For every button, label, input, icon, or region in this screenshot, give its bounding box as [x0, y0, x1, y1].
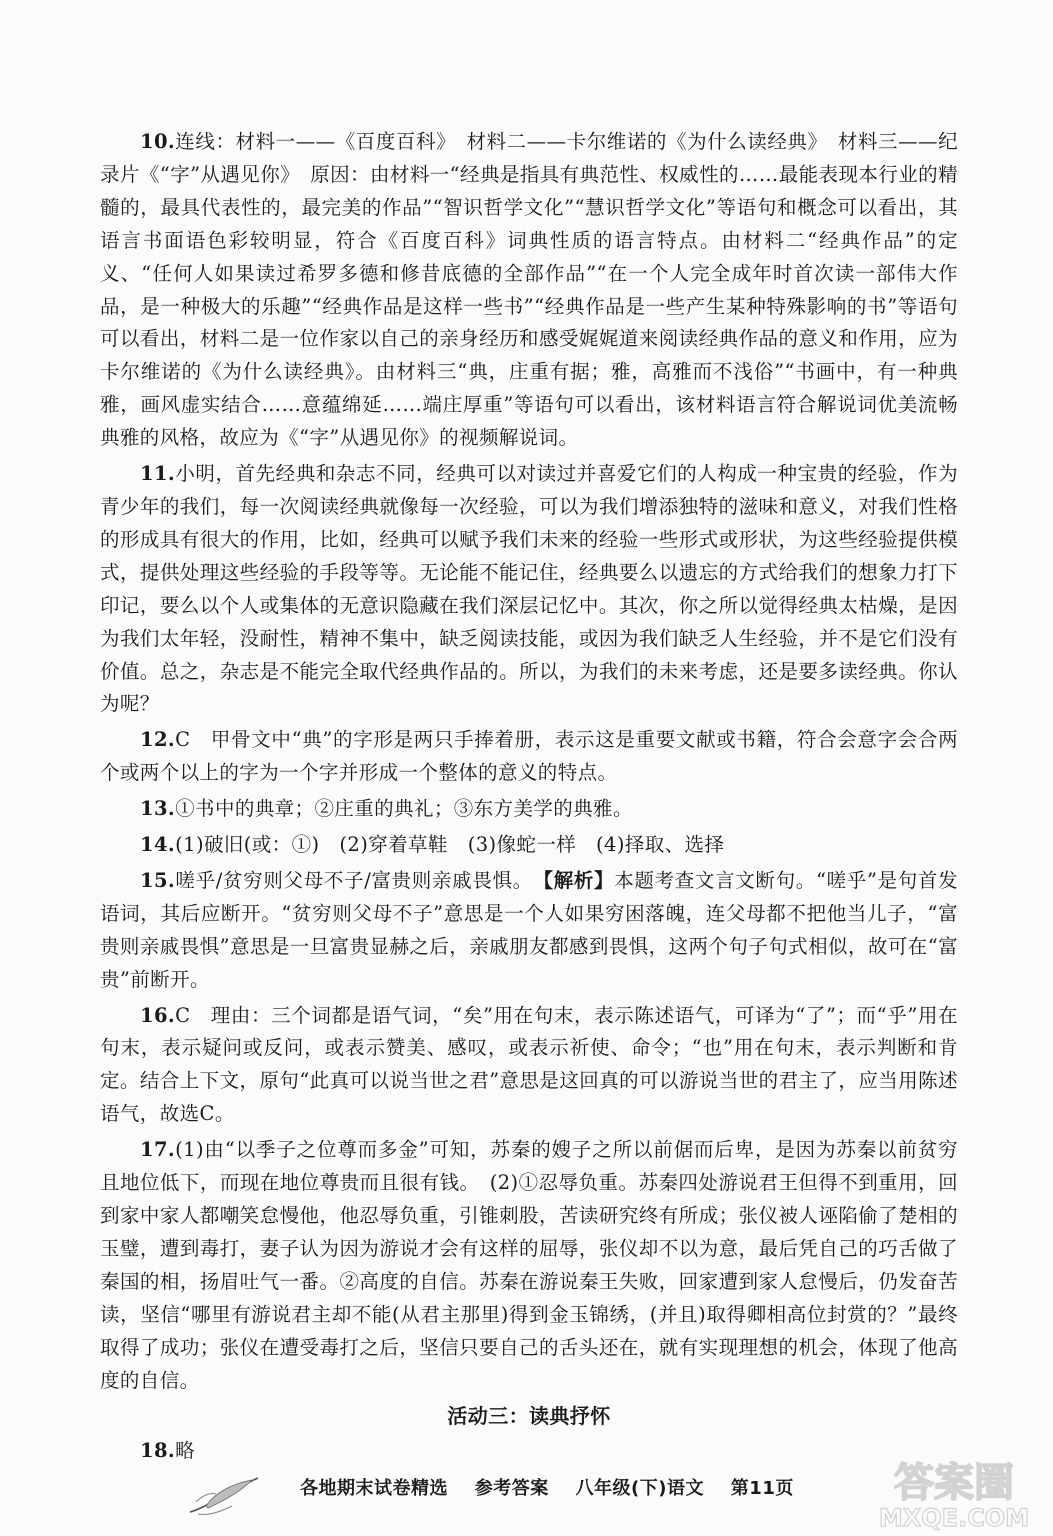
- footer-text: [300, 1474, 840, 1500]
- answer-item-14: [100, 829, 958, 862]
- feather-logo-icon: [186, 1472, 266, 1518]
- item-text: 小明，首先经典和杂志不同，经典可以对读过并喜爱它们的人构成一种宝贵的经验，作为青少年的我们，每一次阅读经典就像每一次经验，可以为我们增添独特的滋味和意义，对我们性格的形成具有很大的作用，比如，经典可以赋予我们未来的经验一些形式或形状，为这些经验提供模式，提供处理这些经验的手段等等。无论能不能记住，经典要么以遗忘的方式给我们的想象力打下印记，要么以个人或集体的无意识隐藏在我们深层记忆中。其次，你之所以觉得经典太枯燥，是因为我们太年轻，没耐性，精神不集中，缺乏阅读技能，或因为我们缺乏人生经验，并不是它们没有价值。总之，杂志是不能完全取代经典作品的。所以，为我们的未来考虑，还是要多读经典。你认为呢？: [100, 462, 958, 716]
- item-number: 15.: [140, 868, 176, 892]
- footer-page-number: 第11页: [730, 1478, 794, 1499]
- footer-grade: 八年级(下)语文: [575, 1478, 705, 1499]
- answer-item-15: [100, 865, 958, 997]
- item-number: 10.: [140, 130, 176, 153]
- watermark-logo: [862, 1454, 1047, 1534]
- analysis-text: 本题考查文言文断句。“嗟乎”是句首发语词，其后应断开。“贫穷则父母不子”意思是一个人如果穷困落魄，连父母都不把他当儿子，“富贵则亲戚畏惧”意思是一旦富贵显赫之后，亲戚朋友都感到畏惧，这两个句子句式相似，故可在“富贵”前断开。: [100, 868, 958, 991]
- analysis-tag: 【解析】: [543, 868, 615, 892]
- answer-item-10: [100, 126, 958, 455]
- item-text: C 理由：三个词都是语气词，“矣”用在句末，表示陈述语气，可译为“了”；而“乎”用在句末，表示疑问或反问，或表示赞美、感叹，或表示祈使、命令；“也”用在句末，表示判断和肯定。结合上下文，原句“此真可以说当世之君”意思是这回真的可以游说当世的君主了，应当用陈述语气，故选C。: [100, 1003, 958, 1126]
- item-number: 17.: [140, 1138, 176, 1162]
- footer-book-title: 各地期末试卷精选: [300, 1478, 448, 1499]
- item-number: 11.: [140, 462, 176, 486]
- answer-item-17: [100, 1134, 958, 1397]
- answer-item-11: [100, 458, 958, 721]
- answer-item-18: [100, 1435, 958, 1468]
- footer-kind: 参考答案: [474, 1478, 549, 1499]
- item-text: 略: [175, 1439, 196, 1463]
- item-number: 12.: [140, 728, 176, 752]
- item-text: ①书中的典章；②庄重的典礼；③东方美学的典雅。: [175, 797, 633, 821]
- item-text: (1)由“以季子之位尊而多金”可知，苏秦的嫂子之所以前倨而后卑，是因为苏秦以前贫穷且地位低下，而现在地位尊贵而且很有钱。 (2)①忍辱负重。苏秦四处游说君王但得不到重用，回到家中家人都嘲笑怠慢他，他忍辱负重，引锥刺股，苦读研究终有所成；张仪被人诬陷偷了楚相的玉璧，遭到毒打，妻子认为因为游说才会有这样的屈辱，张仪却不以为意，最后凭自己的巧舌做了秦国的相，扬眉吐气一番。②高度的自信。苏秦在游说秦王失败，回家遭到家人怠慢后，仍发奋苦读，坚信“哪里有游说君主却不能(从君主那里)得到金玉锦绣，(并且)取得卿相高位封赏的？”最终取得了成功；张仪在遭受毒打之后，坚信只要自己的舌头还在，就有实现理想的机会，体现了他高度的自信。: [100, 1138, 958, 1392]
- item-number: 16.: [140, 1003, 176, 1027]
- item-text: C 甲骨文中“典”的字形是两只手捧着册，表示这是重要文献或书籍，符合会意字会合两个或两个以上的字为一个字并形成一个整体的意义的特点。: [100, 728, 958, 785]
- watermark-main-text: 答案圈: [894, 1460, 1014, 1506]
- answer-item-13: [100, 793, 958, 826]
- answer-item-12: [100, 724, 958, 790]
- item-text: 嗟乎/贫穷则父母不子/富贵则亲戚畏惧。: [175, 868, 544, 892]
- item-number: 13.: [140, 797, 176, 821]
- item-text: (1)破旧(或：①) (2)穿着草鞋 (3)像蛇一样 (4)择取、选择: [175, 833, 725, 857]
- answer-item-16: [100, 1000, 958, 1132]
- watermark-url-text: MXQE.COM: [878, 1504, 1030, 1532]
- section-heading: 活动三：读典抒怀: [447, 1404, 611, 1429]
- item-text: 连线：材料一——《百度百科》 材料二——卡尔维诺的《为什么读经典》 材料三——纪录片《“字”从遇见你》 原因：由材料一“经典是指具有典范性、权威性的……最能表现本行业的精髓的，最具代表性的，最完美的作品”“智识哲学文化”“慧识哲学文化”等语句和概念可以看出，其语言书面语色彩较明显，符合《百度百科》词典性质的语言特点。由材料二“经典作品”的定义、“任何人如果读过希罗多德和修昔底德的全部作品”“在一个人完全成年时首次读一部伟大作品，是一种极大的乐趣”“经典作品是这样一些书”“经典作品是一些产生某种特殊影响的书”等语句可以看出，材料二是一位作家以自己的亲身经历和感受娓娓道来阅读经典作品的意义和作用，应为卡尔维诺的《为什么读经典》。由材料三“典，庄重有据；雅，高雅而不浅俗”“书画中，有一种典雅，画风虚实结合……意蕴绵延……端庄厚重”等语句可以看出，该材料语言符合解说词优美流畅典雅的风格，故应为《“字”从遇见你》的视频解说词。: [100, 130, 958, 450]
- item-number: 14.: [140, 833, 176, 857]
- answer-content: [100, 126, 958, 1471]
- item-number: 18.: [140, 1439, 176, 1463]
